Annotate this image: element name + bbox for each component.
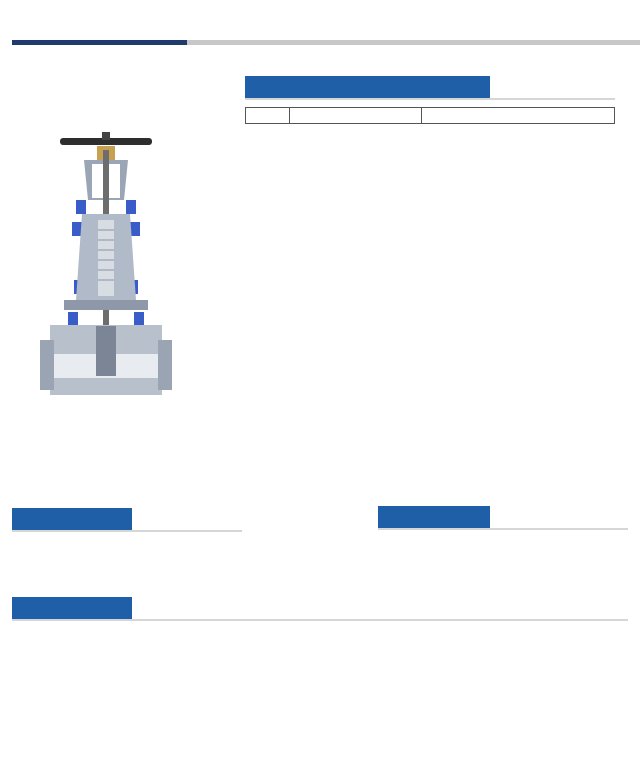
- tech-section-heading: [378, 506, 490, 528]
- features-heading-rule: [12, 619, 628, 621]
- body-flange-shape: [64, 300, 148, 310]
- col-header-no: [246, 108, 290, 124]
- features-section-heading: [12, 597, 132, 619]
- title-rule-accent: [12, 40, 187, 45]
- col-header-material: [421, 108, 614, 124]
- field-heading-rule: [12, 530, 242, 532]
- parts-section-heading: [245, 76, 490, 98]
- bellows-shape: [98, 220, 114, 296]
- field-section-heading: [12, 508, 132, 530]
- title-rule: [12, 40, 640, 45]
- parts-heading-rule: [245, 98, 615, 100]
- parts-table: [245, 107, 615, 124]
- handwheel-shape: [60, 132, 152, 145]
- valve-body-shape: [40, 325, 172, 395]
- parts-table-header: [246, 108, 615, 124]
- col-header-part: [289, 108, 421, 124]
- valve-cross-section-drawing: [40, 130, 215, 420]
- tech-heading-rule: [378, 528, 628, 530]
